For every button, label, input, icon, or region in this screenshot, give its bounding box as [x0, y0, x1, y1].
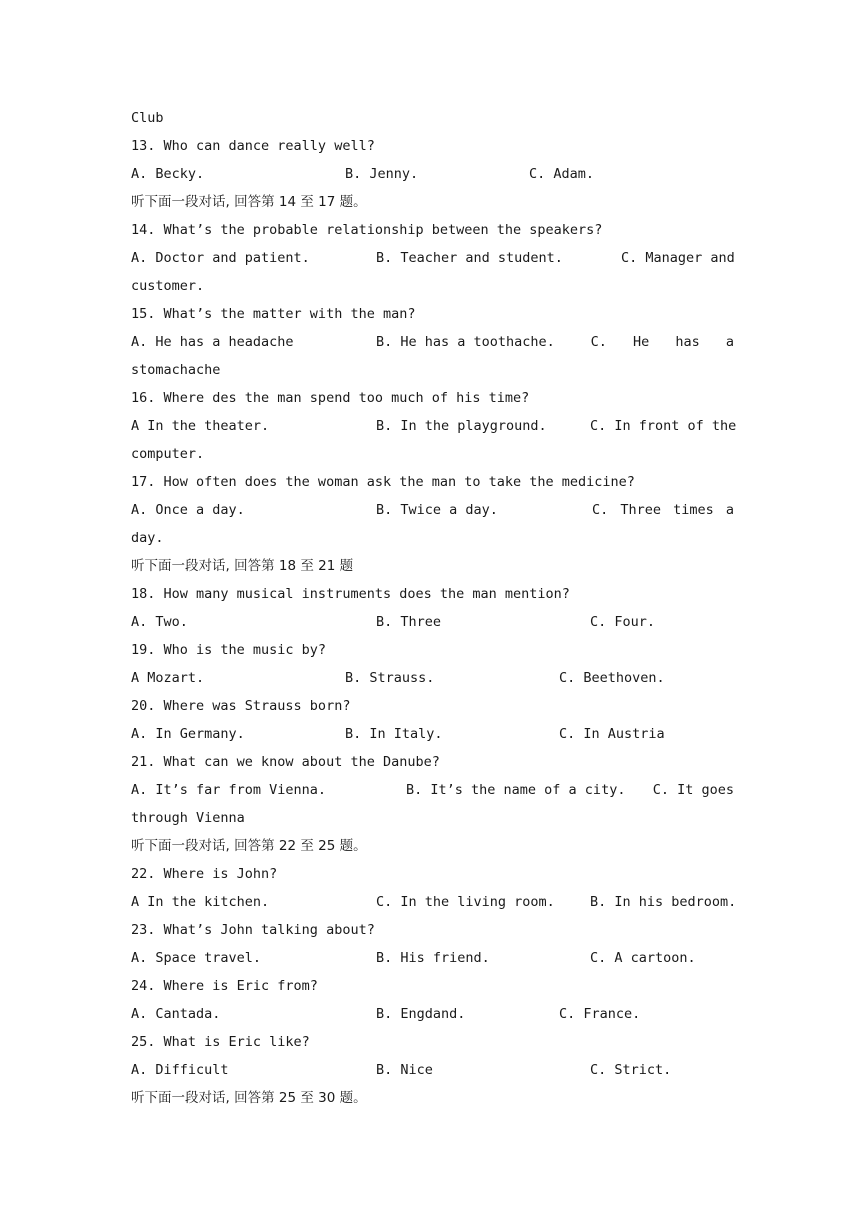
option-a: A In the kitchen.	[131, 894, 270, 910]
options-21	[131, 776, 734, 804]
option-a: A. In Germany.	[131, 726, 245, 742]
option-c-continued: computer.	[131, 446, 205, 462]
option-c: C. Strict.	[590, 1062, 672, 1078]
option-b: B. His friend.	[376, 950, 490, 966]
option-c: C. France.	[559, 1006, 641, 1022]
options-23	[131, 944, 734, 972]
question-25: 25. What is Eric like?	[131, 1034, 310, 1050]
option-c: C. Four.	[590, 614, 656, 630]
option-b: B. In the playground.	[376, 418, 547, 434]
option-b: B. It’s the name of a city.	[406, 782, 626, 798]
option-a: A. Space travel.	[131, 950, 262, 966]
question-17: 17. How often does the woman ask the man to take the medicine?	[131, 474, 635, 490]
options-19	[131, 664, 734, 692]
options-24	[131, 1000, 734, 1028]
options-22	[131, 888, 737, 916]
option-b: C. In the living room.	[376, 894, 555, 910]
question-22: 22. Where is John?	[131, 866, 278, 882]
option-b: B. Twice a day.	[376, 502, 498, 518]
option-c: C. He has a	[590, 334, 734, 350]
question-20: 20. Where was Strauss born?	[131, 698, 351, 714]
option-a: A Mozart.	[131, 670, 205, 686]
option-c: C. In front of the	[590, 418, 737, 434]
option-c: C. Beethoven.	[559, 670, 665, 686]
option-a: A. Difficult	[131, 1062, 229, 1078]
option-a: A. Doctor and patient.	[131, 250, 310, 266]
option-c: C. Manager and	[621, 250, 735, 266]
option-c: C. It goes	[652, 782, 734, 798]
option-c-continued: customer.	[131, 278, 205, 294]
question-14: 14. What’s the probable relationship between the speakers?	[131, 222, 603, 238]
section-instruction: 听下面一段对话, 回答第 22 至 25 题。	[131, 838, 367, 854]
options-18	[131, 608, 734, 636]
option-c: C. Adam.	[529, 166, 595, 182]
option-a: A. Becky.	[131, 166, 205, 182]
section-instruction: 听下面一段对话, 回答第 14 至 17 题。	[131, 194, 367, 210]
question-24: 24. Where is Eric from?	[131, 978, 318, 994]
option-a: A. Two.	[131, 614, 188, 630]
option-c: B. In his bedroom.	[590, 894, 737, 910]
text-line: Club	[131, 110, 164, 126]
option-b: B. Strauss.	[345, 670, 435, 686]
option-c-continued: day.	[131, 530, 164, 546]
option-b: B. Teacher and student.	[376, 250, 563, 266]
option-a: A. It’s far from Vienna.	[131, 782, 327, 798]
option-c: C. Three times a	[591, 502, 734, 518]
question-21: 21. What can we know about the Danube?	[131, 754, 440, 770]
option-c-continued: stomachache	[131, 362, 221, 378]
option-b: B. He has a toothache.	[376, 334, 555, 350]
option-b: B. Three	[376, 614, 442, 630]
document-page	[131, 104, 737, 1112]
option-b: B. Nice	[376, 1062, 433, 1078]
section-instruction: 听下面一段对话, 回答第 18 至 21 题	[131, 558, 354, 574]
question-19: 19. Who is the music by?	[131, 642, 327, 658]
options-17	[131, 496, 734, 524]
option-b: B. In Italy.	[345, 726, 443, 742]
option-a: A. Cantada.	[131, 1006, 221, 1022]
option-c: C. In Austria	[559, 726, 665, 742]
option-c-continued: through Vienna	[131, 810, 245, 826]
question-18: 18. How many musical instruments does the man mention?	[131, 586, 570, 602]
option-a: A In the theater.	[131, 418, 270, 434]
options-15	[131, 328, 734, 356]
options-13	[131, 160, 734, 188]
options-16	[131, 412, 737, 440]
option-b: B. Engdand.	[376, 1006, 466, 1022]
options-25	[131, 1056, 734, 1084]
option-b: B. Jenny.	[345, 166, 419, 182]
question-13: 13. Who can dance really well?	[131, 138, 375, 154]
question-23: 23. What’s John talking about?	[131, 922, 375, 938]
options-14	[131, 244, 734, 272]
option-c: C. A cartoon.	[590, 950, 696, 966]
section-instruction: 听下面一段对话, 回答第 25 至 30 题。	[131, 1090, 367, 1106]
question-15: 15. What’s the matter with the man?	[131, 306, 416, 322]
options-20	[131, 720, 734, 748]
option-a: A. Once a day.	[131, 502, 245, 518]
option-a: A. He has a headache	[131, 334, 294, 350]
question-16: 16. Where des the man spend too much of his time?	[131, 390, 530, 406]
